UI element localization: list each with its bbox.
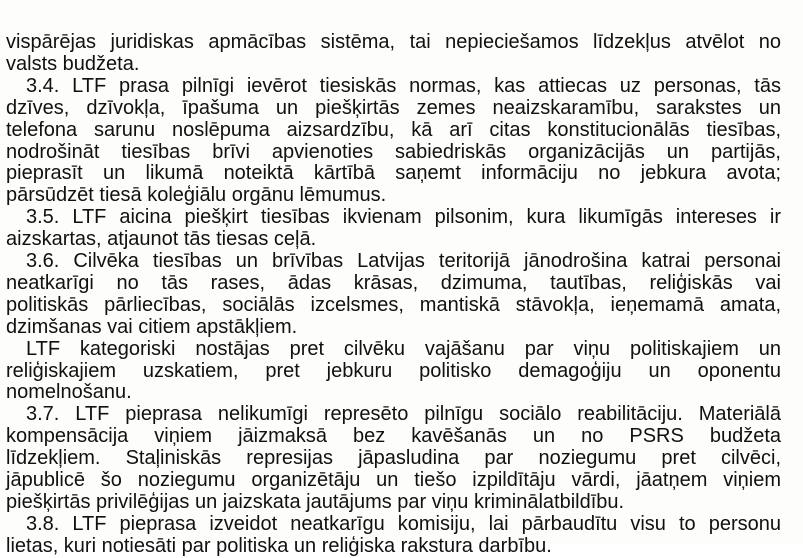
text-line: 3.4. LTF prasa pilnīgi ievērot tiesiskās normas, kas attiecas uz personas, tās xyxy=(26,74,781,97)
text-line: pārsūdzēt tiesā koleģiālu orgānu lēmumus. xyxy=(6,184,387,207)
text-line: vispārējas juridiskas apmācības sistēma, tai nepieciešamos līdzekļus atvēlot no xyxy=(6,31,781,53)
text-line: 3.6. Cilvēka tiesības un brīvības Latvijas teritorijā jānodrošina katrai personai xyxy=(26,250,781,272)
text-line: valsts budžeta. xyxy=(6,52,140,75)
text-line: reliģiskajiem uzskatiem, pret jebkuru politisko demagoģiju un oponentu xyxy=(6,359,781,382)
text-line: LTF kategoriski nostājas pret cilvēku vajāšanu par viņu politiskajiem un xyxy=(26,337,781,360)
text-line: jāpublicē šo noziegumu organizētāju un tiešo izpildītāju vārdi, jāatņem viņiem xyxy=(6,469,781,491)
text-line: politiskās pārliecības, sociālās izcelsmes, mantiskā stāvokļa, ieņemamā amata, xyxy=(6,293,781,316)
text-line: dzīves, dzīvokļa, īpašuma un piešķirtās zemes neaizskaramību, sarakstes un xyxy=(6,96,781,119)
text-line: telefona sarunu noslēpuma aizsardzību, kā arī citas konstitucionālās tiesības, xyxy=(6,118,781,141)
text-line: kompensācija viņiem jāizmaksā bez kavēšanās un no PSRS budžeta xyxy=(6,425,781,448)
text-line: 3.8. LTF pieprasa izveidot neatkarīgu komisiju, lai pārbaudītu visu to personu xyxy=(26,512,781,535)
text-line: aizskartas, atjaunot tās tiesas ceļā. xyxy=(6,228,317,251)
text-line: nomelnošanu. xyxy=(6,381,132,404)
text-line: lietas, kuri notiesāti par politiska un reliģiska rakstura darbību. xyxy=(6,534,552,557)
text-line: 3.5. LTF aicina piešķirt tiesības ikvienam pilsonim, kura likumīgās intereses ir xyxy=(26,206,781,229)
text-line: dzimšanas vai citiem apstākļiem. xyxy=(6,315,298,338)
text-line: piešķirtās privilēģijas un jaizskata jautājums par viņu kriminālatbildību. xyxy=(6,490,625,513)
text-line: neatkarīgi no tās rases, ādas krāsas, dzimuma, tautības, reliģiskās vai xyxy=(6,271,781,294)
text-line: 3.7. LTF pieprasa nelikumīgi represēto pilnīgu sociālo reabilitāciju. Materiālā xyxy=(26,403,781,426)
text-line: līdzekļiem. Staļiniskās represijas jāpasludina par noziegumu pret cilvēci, xyxy=(6,447,781,470)
text-line: pieprasīt un likumā noteiktā kārtībā saņemt informāciju no jebkura avota; xyxy=(6,162,781,185)
text-line: nodrošināt tiesības brīvi apvienoties sabiedriskās organizācijās un partijās, xyxy=(6,140,781,163)
